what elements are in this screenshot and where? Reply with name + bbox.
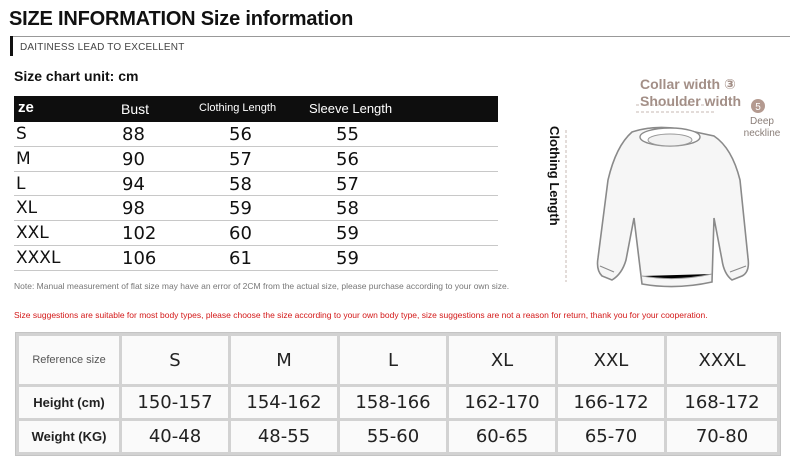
- column-header-clothing-length: Clothing Length: [199, 102, 277, 114]
- size-chart-table: [14, 96, 498, 271]
- size-cell: L: [16, 173, 26, 194]
- sleeve-cell: 59: [336, 223, 359, 245]
- weight-cell: 60-65: [449, 421, 555, 452]
- weight-cell: 55-60: [340, 421, 446, 452]
- size-cell: XXL: [16, 223, 49, 244]
- size-cell: XL: [16, 198, 38, 219]
- bust-cell: 106: [122, 247, 157, 269]
- size-cell: XXXL: [16, 247, 61, 268]
- collar-width-label: Collar width ③: [640, 76, 736, 92]
- weight-row-label: Weight (KG): [19, 421, 119, 452]
- shoulder-width-label: Shoulder width: [640, 93, 742, 109]
- weight-cell: 70-80: [667, 421, 777, 452]
- height-cell: 168-172: [667, 387, 777, 418]
- deep-neckline-label: Deep neckline: [743, 116, 781, 139]
- table-row: [14, 172, 498, 197]
- page-title: SIZE INFORMATION Size information: [9, 8, 354, 30]
- sleeve-cell: 56: [336, 148, 359, 170]
- size-header-cell: XXXL: [667, 336, 777, 384]
- weight-cell: 65-70: [558, 421, 664, 452]
- size-suggestion-note: Size suggestions are suitable for most body types, please choose the size according to your own body type, size suggestions are not a reason for return, thank you for your cooperation.: [14, 310, 708, 320]
- sleeve-cell: 58: [336, 198, 359, 220]
- size-chart-unit-label: Size chart unit: cm: [14, 68, 139, 84]
- size-header-cell: M: [231, 336, 337, 384]
- sleeve-cell: 57: [336, 173, 359, 195]
- accent-bar: [10, 36, 13, 56]
- bust-cell: 102: [122, 223, 157, 245]
- reference-size-table: [15, 332, 781, 456]
- subtitle-text: DAITINESS LEAD TO EXCELLENT: [20, 42, 185, 53]
- size-header-cell: XL: [449, 336, 555, 384]
- bust-cell: 98: [122, 198, 145, 220]
- subtitle-bar: [10, 36, 782, 57]
- height-cell: 166-172: [558, 387, 664, 418]
- marker-5: 5: [755, 102, 761, 113]
- size-header-cell: L: [340, 336, 446, 384]
- length-cell: 60: [229, 223, 252, 245]
- table-row: [14, 147, 498, 172]
- size-header-cell: XXL: [558, 336, 664, 384]
- height-cell: 162-170: [449, 387, 555, 418]
- bust-cell: 90: [122, 148, 145, 170]
- length-cell: 58: [229, 173, 252, 195]
- height-row-label: Height (cm): [19, 387, 119, 418]
- length-cell: 56: [229, 124, 252, 145]
- size-header-cell: S: [122, 336, 228, 384]
- size-cell: S: [16, 124, 27, 144]
- sleeve-cell: 55: [336, 124, 359, 145]
- table-row: [14, 246, 498, 271]
- garment-diagram: [536, 70, 786, 305]
- weight-cell: 40-48: [122, 421, 228, 452]
- column-header-size: ze: [18, 99, 34, 116]
- length-cell: 57: [229, 148, 252, 170]
- measurement-note: Note: Manual measurement of flat size may have an error of 2CM from the actual size, please purchase according to your own size.: [14, 281, 510, 291]
- table-row: [14, 122, 498, 147]
- bust-cell: 94: [122, 173, 145, 195]
- column-header-bust: Bust: [121, 101, 150, 117]
- clothing-length-label: Clothing Length: [547, 126, 562, 226]
- reference-size-header: Reference size: [19, 336, 119, 384]
- divider: [10, 36, 790, 37]
- bust-cell: 88: [122, 124, 145, 145]
- table-row: [14, 196, 498, 221]
- size-chart-header: [14, 96, 498, 122]
- column-header-sleeve-length: Sleeve Length: [309, 101, 393, 116]
- length-cell: 61: [229, 247, 252, 269]
- height-cell: 150-157: [122, 387, 228, 418]
- sleeve-cell: 59: [336, 247, 359, 269]
- weight-cell: 48-55: [231, 421, 337, 452]
- length-cell: 59: [229, 198, 252, 220]
- size-cell: M: [16, 148, 31, 169]
- height-cell: 154-162: [231, 387, 337, 418]
- table-row: [14, 221, 498, 246]
- height-cell: 158-166: [340, 387, 446, 418]
